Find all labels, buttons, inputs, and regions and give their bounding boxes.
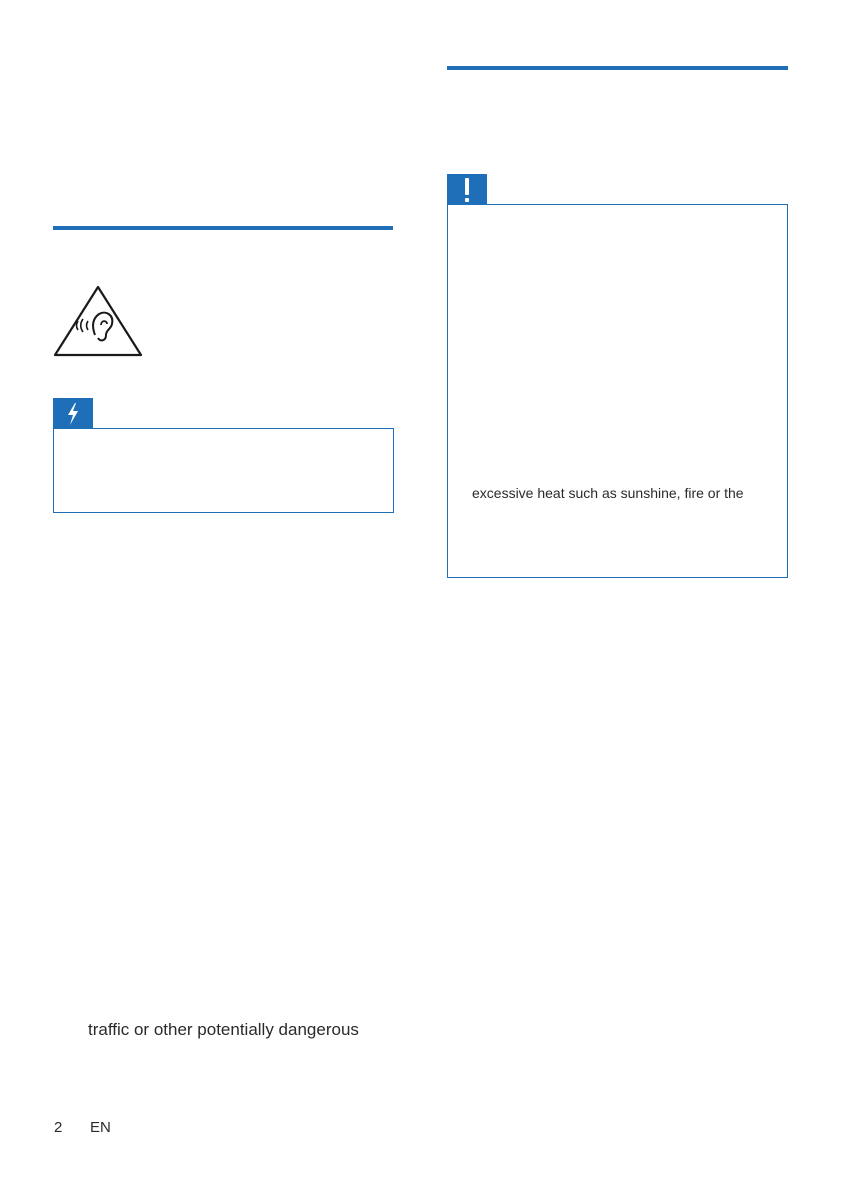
lightning-icon	[64, 402, 82, 426]
hearing-warning-symbol	[52, 283, 144, 358]
page-number: 2	[54, 1119, 63, 1136]
caution-text: excessive heat such as sunshine, fire or the	[472, 485, 744, 501]
exclamation-icon	[462, 177, 472, 203]
caution-tab	[447, 174, 487, 205]
right-section-rule	[447, 66, 788, 70]
left-section-rule	[53, 226, 393, 230]
caution-box	[447, 204, 788, 578]
hearing-warning-icon	[52, 283, 144, 358]
left-column-text: traffic or other potentially dangerous	[88, 1020, 359, 1039]
language-code: EN	[90, 1119, 111, 1136]
warning-box	[53, 428, 394, 513]
warning-tab	[53, 398, 93, 429]
